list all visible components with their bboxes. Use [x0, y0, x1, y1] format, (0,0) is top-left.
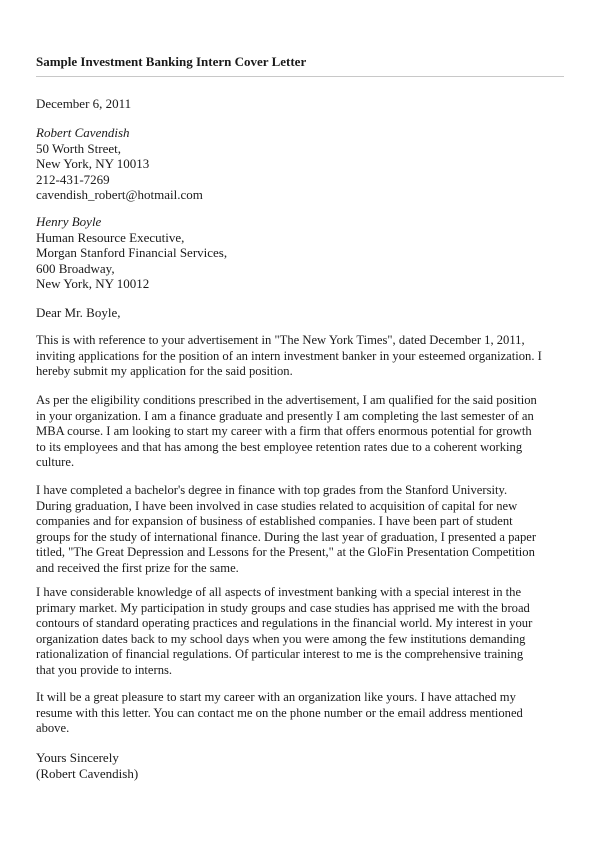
closing-text: Yours Sincerely [36, 750, 119, 765]
paragraph-line: inviting applications for the position of an intern investment banker in your esteemed organization. I [36, 348, 542, 363]
paragraph-line: This is with reference to your advertisement in "The New York Times", dated December 1, 2011, [36, 333, 525, 347]
paragraph-line: above. [36, 721, 70, 735]
body-paragraph-5 [36, 690, 564, 737]
paragraph-line: It will be a great pleasure to start my career with an organization like yours. I have attached my [36, 690, 516, 704]
recipient-city: New York, NY 10012 [36, 276, 150, 291]
date-text: December 6, 2011 [36, 96, 132, 111]
sender-street: 50 Worth Street, [36, 140, 122, 156]
body-paragraph-2 [36, 393, 564, 471]
recipient-company: Morgan Stanford Financial Services, [36, 245, 228, 260]
body-paragraph-4 [36, 585, 564, 678]
paragraph-line: and received the first prize for the same. [36, 560, 239, 575]
salutation [36, 305, 570, 321]
paragraph-line: MBA course. I am looking to start my career with a firm that offers enormous potential for growth [36, 424, 532, 438]
paragraph-line: culture. [36, 455, 75, 469]
paragraph-line: During graduation, I have been involved in case studies related to acquisition of capital for new [36, 498, 518, 513]
paragraph-line: primary market. My participation in study groups and case studies has apprised me with the broad [36, 600, 530, 615]
signature-name: (Robert Cavendish) [36, 765, 139, 781]
sender-city: New York, NY 10013 [36, 156, 150, 171]
closing-block [36, 750, 570, 781]
paragraph-line: contours of standard operating practices and regulations in the financial world. My interest in your [36, 616, 533, 630]
paragraph-line: companies and for expansion of business of established companies. I have been part of student [36, 514, 513, 528]
paragraph-line: in your organization. I am a finance graduate and presently I am completing the last semester of an [36, 408, 534, 423]
paragraph-line: to its employees and that has among the best employee retention rates due to a coherent working [36, 439, 523, 454]
sender-address [36, 125, 570, 203]
sender-name: Robert Cavendish [36, 125, 130, 140]
recipient-title: Human Resource Executive, [36, 229, 185, 245]
letter-date [36, 96, 570, 112]
paragraph-line: resume with this letter. You can contact me on the phone number or the email address mentioned [36, 705, 523, 720]
recipient-name: Henry Boyle [36, 214, 102, 229]
paragraph-line: that you provide to interns. [36, 662, 173, 677]
recipient-street: 600 Broadway, [36, 260, 115, 276]
recipient-address [36, 214, 570, 292]
title-divider [36, 76, 564, 77]
paragraph-line: organization dates back to my school days when you were among the few institutions demanding [36, 631, 526, 646]
paragraph-line: rationalization of financial regulations. Of particular interest to me is the comprehensive training [36, 647, 524, 661]
paragraph-line: I have completed a bachelor's degree in finance with top grades from the Stanford University. [36, 483, 508, 497]
body-paragraph-1 [36, 333, 564, 380]
paragraph-line: I have considerable knowledge of all aspects of investment banking with a special interest in the [36, 585, 522, 599]
salutation-text: Dear Mr. Boyle, [36, 305, 121, 320]
sender-email: cavendish_robert@hotmail.com [36, 187, 203, 202]
sender-phone: 212-431-7269 [36, 171, 110, 187]
paragraph-line: groups for the study of international finance. During the last year of graduation, I presented a paper [36, 529, 537, 544]
paragraph-line: As per the eligibility conditions prescribed in the advertisement, I am qualified for the said position [36, 393, 537, 407]
paragraph-line: hereby submit my application for the said position. [36, 364, 293, 378]
paragraph-line: titled, "The Great Depression and Lessons for the Present," at the GloFin Presentation Competition [36, 545, 535, 559]
body-paragraph-3 [36, 483, 564, 576]
document-title: Sample Investment Banking Intern Cover Letter [36, 54, 307, 69]
